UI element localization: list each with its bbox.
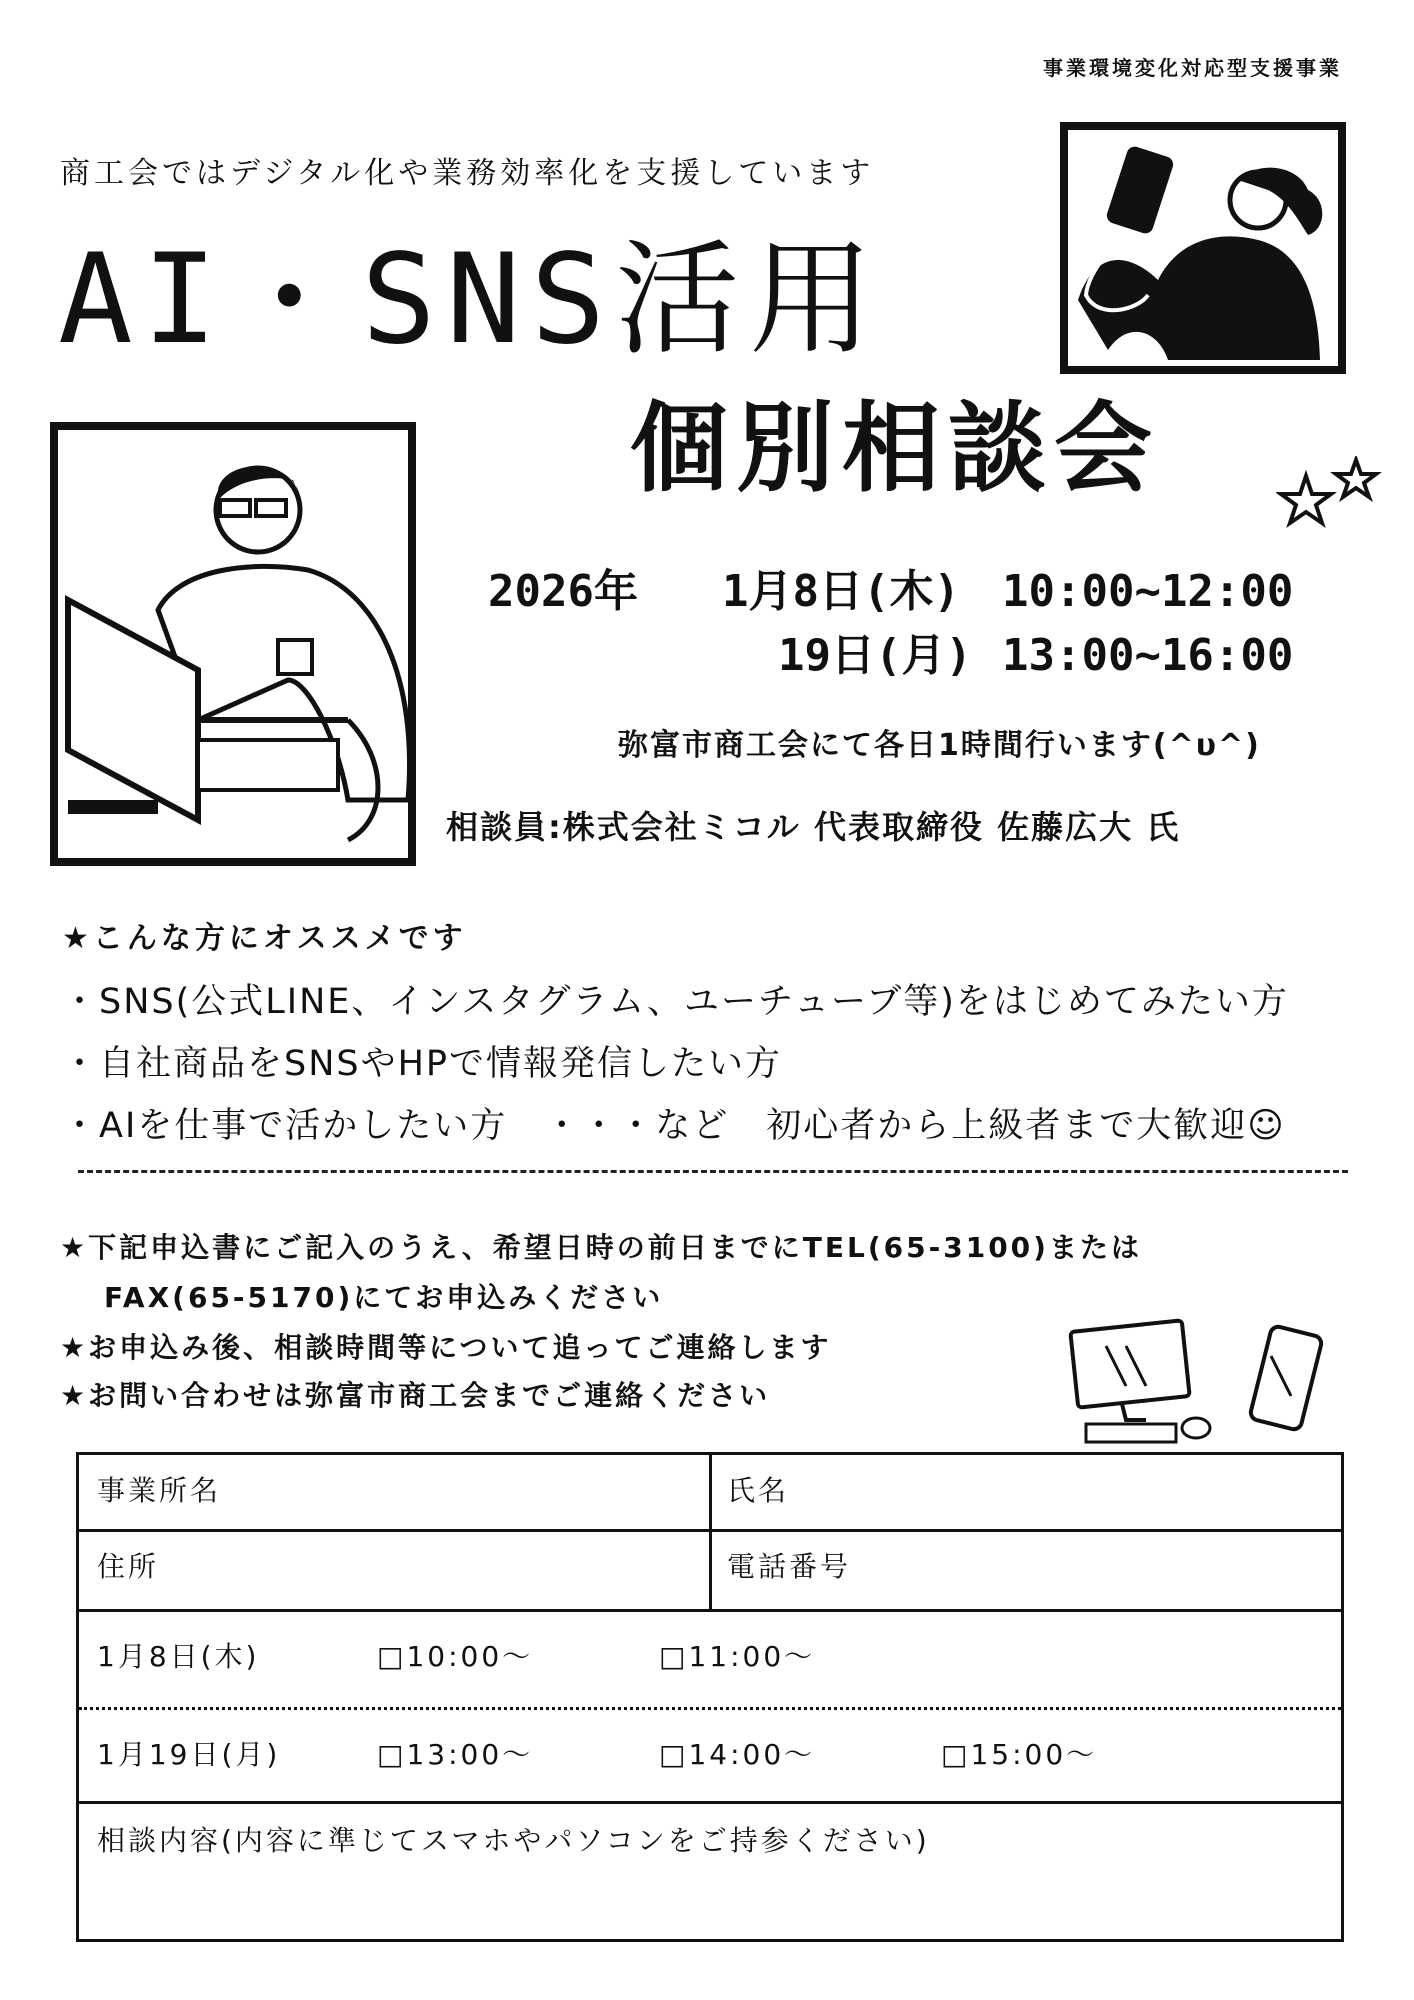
slot-checkbox[interactable]: □13:00～ (377, 1738, 534, 1771)
form-phone-label: 電話番号 (727, 1550, 852, 1583)
date-day2: 19日(月) (778, 630, 972, 681)
intro-text: 商工会ではデジタル化や業務効率化を支援しています (60, 156, 875, 191)
note-inquiry: ★お問い合わせは弥富市商工会までご連絡ください (60, 1379, 771, 1412)
selfie-illustration (1058, 120, 1350, 380)
venue-text: 弥富市商工会にて各日1時間行います(^υ^) (618, 728, 1261, 763)
form-business-name-label: 事業所名 (97, 1474, 222, 1507)
slot-checkbox[interactable]: □11:00～ (659, 1640, 816, 1673)
form-row-divider (79, 1609, 1341, 1612)
form-address-label: 住所 (97, 1550, 160, 1583)
form-dotted-divider (79, 1707, 1341, 1710)
application-form (76, 1452, 1344, 1942)
date-year: 2026年 (488, 566, 638, 617)
slot-checkbox[interactable]: □14:00～ (659, 1738, 816, 1771)
divider (78, 1170, 1348, 1173)
program-name: 事業環境変化対応型支援事業 (1043, 56, 1342, 80)
form-row-divider (79, 1801, 1341, 1804)
recommend-item: ・SNS(公式LINE、インスタグラム、ユーチューブ等)をはじめてみたい方 (62, 982, 1289, 1022)
note-apply-fax: FAX(65-5170)にてお申込みください (104, 1281, 664, 1314)
slot-checkbox[interactable]: □10:00～ (377, 1640, 534, 1673)
form-column-divider (709, 1455, 712, 1609)
date-day1: 1月8日(木) (722, 566, 960, 617)
office-worker-illustration (48, 420, 418, 868)
star-icon (1276, 456, 1386, 538)
form-name-label: 氏名 (727, 1474, 790, 1507)
recommend-heading: ★こんな方にオススメです (62, 921, 467, 956)
note-contact-followup: ★お申込み後、相談時間等について追ってご連絡します (60, 1331, 832, 1364)
recommend-item: ・自社商品をSNSやHPで情報発信したい方 (62, 1044, 783, 1084)
form-consult-content-label: 相談内容(内容に準じてスマホやパソコンをご持参ください) (97, 1824, 930, 1857)
note-apply: ★下記申込書にご記入のうえ、希望日時の前日までにTEL(65-3100)または (60, 1231, 1142, 1264)
recommend-item: ・AIを仕事で活かしたい方 ・・・など 初心者から上級者まで大歓迎☺ (62, 1106, 1286, 1146)
consultant-text: 相談員:株式会社ミコル 代表取締役 佐藤広大 氏 (446, 808, 1181, 846)
devices-illustration (1066, 1316, 1346, 1450)
time-day2: 13:00~16:00 (1002, 630, 1294, 681)
time-day1: 10:00~12:00 (1002, 566, 1294, 617)
title-main: AI・SNS活用 (58, 228, 884, 372)
form-day2-label: 1月19日(月) (97, 1738, 281, 1771)
slot-checkbox[interactable]: □15:00～ (941, 1738, 1098, 1771)
title-sub: 個別相談会 (630, 392, 1161, 506)
form-day1-label: 1月8日(木) (97, 1640, 260, 1673)
